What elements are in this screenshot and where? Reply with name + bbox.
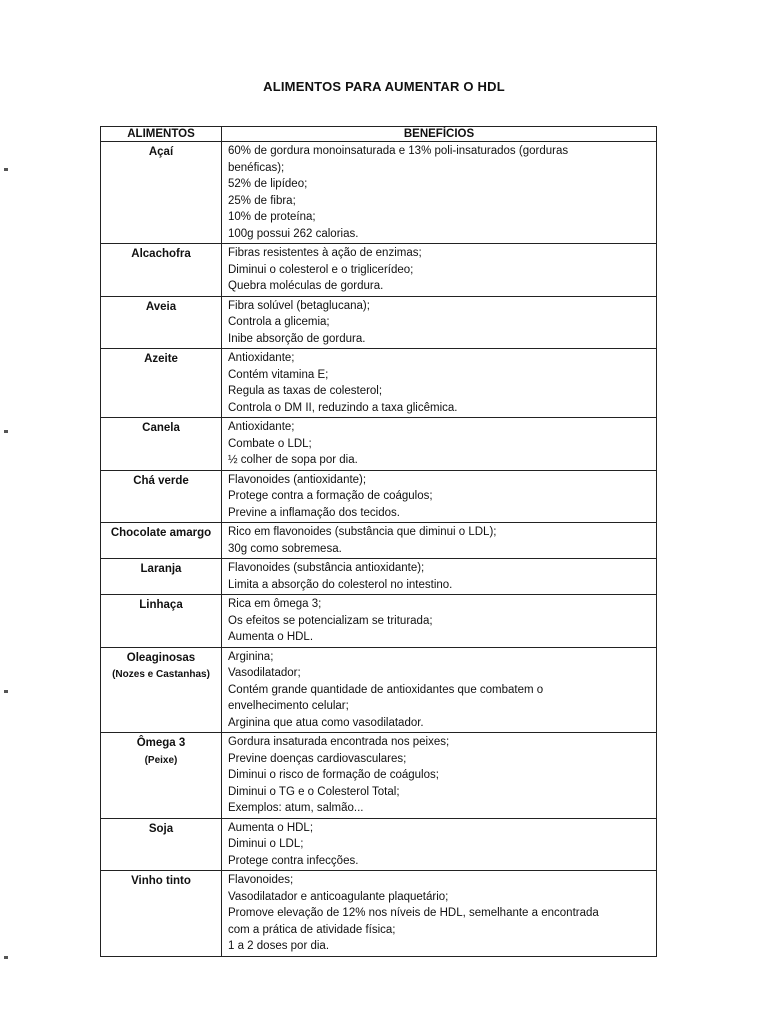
food-cell bbox=[101, 647, 222, 733]
benefit-line: Vasodilatador e anticoagulante plaquetário; bbox=[228, 890, 449, 903]
benefit-line: Quebra moléculas de gordura. bbox=[228, 280, 384, 292]
benefit-line: Contém vitamina E; bbox=[228, 368, 329, 381]
table-row bbox=[101, 142, 657, 244]
benefit-line: Rico em flavonoides (substância que diminui o LDL); bbox=[228, 526, 497, 538]
benefit-line: envelhecimento celular; bbox=[228, 700, 349, 712]
food-name: Soja bbox=[148, 822, 174, 835]
benefit-line: Exemplos: atum, salmão... bbox=[228, 802, 364, 814]
table-row bbox=[101, 470, 657, 523]
benefit-line: 100g possui 262 calorias. bbox=[228, 227, 359, 240]
scan-mark bbox=[4, 168, 8, 171]
benefit-line: Flavonoides (substância antioxidante); bbox=[228, 562, 425, 574]
food-name: Chocolate amargo bbox=[110, 527, 212, 539]
table-row bbox=[101, 523, 657, 559]
food-name: Açaí bbox=[148, 146, 174, 158]
benefit-line: Limita a absorção do colesterol no intestino. bbox=[228, 578, 453, 591]
benefit-line: Diminui o colesterol e o triglicerídeo; bbox=[228, 263, 414, 276]
benefit-line: Flavonoides; bbox=[228, 874, 294, 886]
benefits-cell bbox=[222, 871, 657, 957]
benefit-line: 1 a 2 doses por dia. bbox=[228, 940, 330, 952]
column-header-benefits: BENEFÍCIOS bbox=[222, 127, 657, 142]
benefit-line: Arginina que atua como vasodilatador. bbox=[228, 716, 424, 729]
food-subtitle: (Peixe) bbox=[144, 754, 178, 766]
benefit-line: Aumenta o HDL. bbox=[228, 631, 314, 643]
food-name: Canela bbox=[142, 422, 180, 434]
benefits-cell bbox=[222, 523, 657, 559]
table-header-row bbox=[101, 127, 657, 142]
benefit-line: benéficas); bbox=[228, 161, 285, 174]
benefits-cell bbox=[222, 818, 657, 871]
benefit-line: Arginina; bbox=[228, 650, 274, 663]
table-body bbox=[101, 142, 657, 957]
benefit-line: Protege contra infecções. bbox=[228, 854, 359, 867]
food-cell bbox=[101, 871, 222, 957]
benefits-cell bbox=[222, 142, 657, 244]
benefits-cell bbox=[222, 470, 657, 523]
food-cell bbox=[101, 418, 222, 471]
benefit-line: Previne doenças cardiovasculares; bbox=[228, 752, 407, 765]
food-name: Oleaginosas bbox=[126, 651, 196, 664]
foods-table bbox=[100, 126, 657, 957]
benefit-line: 52% de lipídeo; bbox=[228, 178, 308, 190]
benefits-cell bbox=[222, 595, 657, 648]
page-title: ALIMENTOS PARA AUMENTAR O HDL bbox=[263, 79, 505, 94]
benefit-line: Flavonoides (antioxidante); bbox=[228, 473, 367, 486]
food-name: Ômega 3 bbox=[136, 737, 186, 749]
table-row bbox=[101, 244, 657, 297]
food-cell bbox=[101, 142, 222, 244]
food-name: Laranja bbox=[140, 563, 182, 575]
food-cell bbox=[101, 595, 222, 648]
benefit-line: 25% de fibra; bbox=[228, 194, 296, 207]
benefit-line: Promove elevação de 12% nos níveis de HDL, semelhante a encontrada bbox=[228, 907, 599, 919]
benefit-line: Contém grande quantidade de antioxidantes que combatem o bbox=[228, 683, 544, 696]
table-row bbox=[101, 818, 657, 871]
benefits-cell bbox=[222, 418, 657, 471]
food-name: Alcachofra bbox=[131, 248, 191, 260]
food-cell bbox=[101, 244, 222, 297]
benefit-line: Antioxidante; bbox=[228, 352, 295, 364]
table-row bbox=[101, 296, 657, 349]
food-cell bbox=[101, 470, 222, 523]
benefit-line: 10% de proteína; bbox=[228, 211, 316, 223]
benefit-line: Fibra solúvel (betaglucana); bbox=[228, 299, 370, 312]
benefit-line: Antioxidante; bbox=[228, 421, 295, 433]
food-name: Chá verde bbox=[133, 474, 189, 487]
benefits-cell bbox=[222, 647, 657, 733]
scan-mark bbox=[4, 690, 8, 693]
food-cell bbox=[101, 296, 222, 349]
benefit-line: Controla o DM II, reduzindo a taxa glicêmica. bbox=[228, 401, 458, 414]
benefit-line: Vasodilatador; bbox=[228, 667, 301, 679]
benefit-line: Protege contra a formação de coágulos; bbox=[228, 490, 433, 502]
benefit-line: Diminui o LDL; bbox=[228, 838, 304, 850]
benefits-cell bbox=[222, 244, 657, 297]
benefit-line: 60% de gordura monoinsaturada e 13% poli-insaturados (gorduras bbox=[228, 145, 569, 157]
benefits-cell bbox=[222, 733, 657, 819]
table-row bbox=[101, 595, 657, 648]
table-row bbox=[101, 733, 657, 819]
column-header-foods: ALIMENTOS bbox=[101, 127, 222, 142]
scan-mark bbox=[4, 956, 8, 959]
benefit-line: Os efeitos se potencializam se triturada; bbox=[228, 614, 433, 627]
benefits-cell bbox=[222, 349, 657, 418]
food-cell bbox=[101, 559, 222, 595]
benefits-cell bbox=[222, 296, 657, 349]
benefit-line: Regula as taxas de colesterol; bbox=[228, 385, 383, 397]
benefit-line: Previne a inflamação dos tecidos. bbox=[228, 506, 400, 519]
benefit-line: 30g como sobremesa. bbox=[228, 542, 342, 555]
table-row bbox=[101, 349, 657, 418]
food-cell bbox=[101, 523, 222, 559]
benefit-line: Aumenta o HDL; bbox=[228, 821, 314, 834]
benefit-line: Rica em ômega 3; bbox=[228, 598, 322, 610]
benefit-line: Diminui o risco de formação de coágulos; bbox=[228, 769, 439, 781]
table-row bbox=[101, 647, 657, 733]
scan-mark bbox=[4, 430, 8, 433]
food-name: Aveia bbox=[145, 300, 177, 313]
benefits-cell bbox=[222, 559, 657, 595]
benefit-line: Inibe absorção de gordura. bbox=[228, 332, 366, 345]
table-row bbox=[101, 418, 657, 471]
food-cell bbox=[101, 349, 222, 418]
food-name: Linhaça bbox=[139, 599, 183, 611]
benefit-line: com a prática de atividade física; bbox=[228, 923, 396, 936]
benefit-line: Combate o LDL; bbox=[228, 437, 312, 450]
benefit-line: Controla a glicemia; bbox=[228, 316, 330, 328]
food-subtitle: (Nozes e Castanhas) bbox=[112, 669, 210, 680]
benefit-line: Diminui o TG e o Colesterol Total; bbox=[228, 785, 400, 798]
benefit-line: Fibras resistentes à ação de enzimas; bbox=[228, 247, 422, 259]
benefit-line: Gordura insaturada encontrada nos peixes; bbox=[228, 736, 450, 748]
food-cell bbox=[101, 818, 222, 871]
table-row bbox=[101, 559, 657, 595]
food-name: Vinho tinto bbox=[131, 875, 191, 887]
benefit-line: ½ colher de sopa por dia. bbox=[228, 454, 358, 466]
table-row bbox=[101, 871, 657, 957]
food-cell bbox=[101, 733, 222, 819]
food-name: Azeite bbox=[144, 353, 178, 365]
